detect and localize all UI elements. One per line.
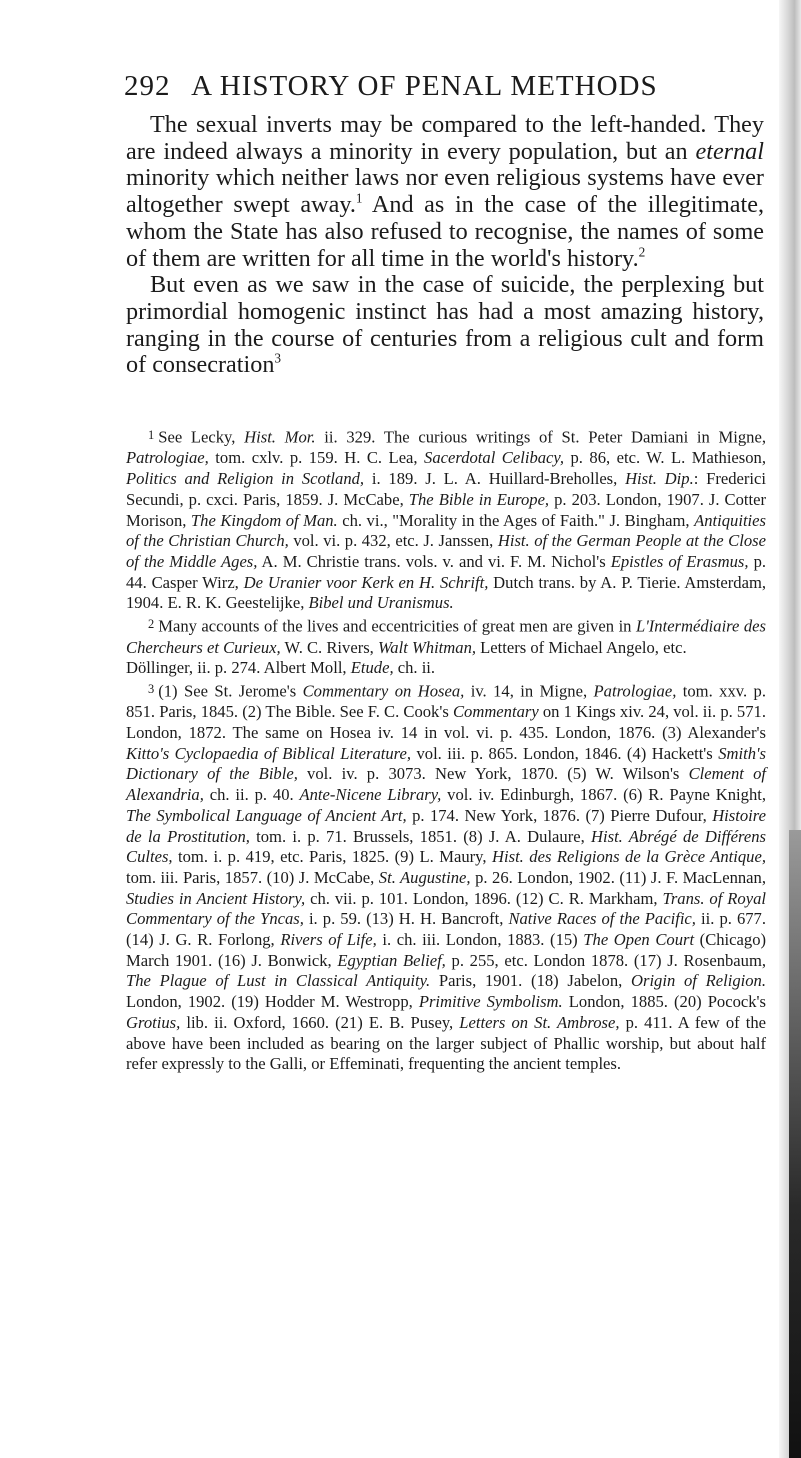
emphasis: eternal xyxy=(695,137,764,165)
text-run: i. 189. J. L. A. Huillard-Breholles, xyxy=(364,469,626,489)
text-run: vol. iv. Edinburgh, 1867. (6) R. Payne Knight, xyxy=(441,785,766,805)
text-run: But even as we saw in the case of suicide, the perplexing but primordial homogenic instinct has had a most amazing history, ranging in the course of centuries from a religious cult and form of consecration xyxy=(126,271,764,379)
text-run: Paris, 1901. (18) Jabelon, xyxy=(430,971,631,991)
text-run: ch. ii. p. 40. xyxy=(203,785,300,805)
text-run: vol. iv. p. 3073. New York, 1870. (5) W. Wilson's xyxy=(297,764,689,784)
text-run: ch. ii. xyxy=(393,658,436,678)
citation-title: The Symbolical Language of Ancient Art, xyxy=(126,805,407,825)
citation-title: Bibel und Uranismus. xyxy=(308,593,454,613)
text-run: W. C. Rivers, xyxy=(280,637,378,657)
citation-title: The Plague of Lust in Classical Antiquity. xyxy=(126,971,431,991)
paragraph-2 xyxy=(126,272,764,379)
text-run: Dutch trans. by A. P. Tierie. Amsterdam, 1904. E. R. K. Geestelijke, xyxy=(126,572,766,613)
paragraph-1 xyxy=(126,112,764,272)
citation-title: Rivers of Life, xyxy=(280,930,377,950)
citation-title: Epistles of Erasmus, xyxy=(610,551,749,571)
text-run: p. 411. A few of the above have been included as bearing on the larger subject of Phallic worship, but about half refer expressly to the Galli, or Effeminati, frequenting the ancient temples. xyxy=(126,1012,766,1074)
footnote-ref: 2 xyxy=(638,244,646,260)
text-run: Döllinger, ii. p. 274. Albert Moll, xyxy=(126,658,351,678)
text-run: A. M. Christie trans. vols. v. and vi. F. M. Nichol's xyxy=(257,551,611,571)
text-run: iv. 14, in Migne, xyxy=(464,681,594,701)
text-run: ch. vi., "Morality in the Ages of Faith." J. Bingham, xyxy=(337,510,695,530)
text-run: p. 86, etc. W. L. Mathieson, xyxy=(564,448,766,468)
text-run: p. 44. Casper Wirz, xyxy=(126,551,767,592)
text-run: Many accounts of the lives and eccentricities of great men are given in xyxy=(158,616,636,636)
citation-title: Letters on St. Ambrose, xyxy=(459,1012,620,1032)
text-run: tom. i. p. 419, etc. Paris, 1825. (9) L. Maury, xyxy=(172,847,493,867)
citation-title: Patrologiae, xyxy=(593,681,677,701)
citation-title: Smith's Dictionary of the Bible, xyxy=(126,743,766,784)
text-run: i. ch. iii. London, 1883. (15) xyxy=(376,930,584,950)
footnote-number: 2 xyxy=(148,617,155,632)
main-text xyxy=(126,112,764,379)
citation-title: Commentary xyxy=(452,702,539,722)
footnotes xyxy=(126,425,766,1075)
text-run: (1) See St. Jerome's xyxy=(158,681,303,701)
citation-title: The Kingdom of Man. xyxy=(190,510,338,530)
text-run: minority which neither laws nor even religious systems have ever altogether swept away. xyxy=(126,164,764,219)
text-run: tom. i. p. 71. Brussels, 1851. (8) J. A. Dulaure, xyxy=(249,826,592,846)
text-run: on 1 Kings xiv. 24, vol. ii. p. 571. London, 1872. The same on Hosea iv. 14 in vol. vi. p. 435. London, 1876. (3) Alexander's xyxy=(126,702,766,743)
text-run: Letters of Michael Angelo, etc. xyxy=(476,637,687,657)
text-run: vol. vi. p. 432, etc. J. Janssen, xyxy=(288,531,498,551)
page-edge-dark-shadow xyxy=(789,830,801,1458)
text-run: p. 255, etc. London 1878. (17) J. Rosenbaum, xyxy=(445,950,767,970)
page-number: 292 xyxy=(124,70,171,102)
citation-title: Studies in Ancient History, xyxy=(126,888,306,908)
footnote-2-continued xyxy=(126,658,766,679)
footnote-number: 3 xyxy=(148,681,155,696)
citation-title: Sacerdotal Celibacy, xyxy=(424,448,565,468)
citation-title: Hist. Mor. xyxy=(244,427,316,447)
footnote-3 xyxy=(126,679,766,1075)
text-run: p. 203. London, 1907. J. Cotter Morison, xyxy=(126,489,766,530)
citation-title: Clement of Alexandria, xyxy=(126,764,767,805)
text-run: London, 1902. (19) Hodder M. Westropp, xyxy=(126,992,419,1012)
footnote-2 xyxy=(126,614,766,658)
citation-title: Etude, xyxy=(350,658,394,678)
text-run: See Lecky, xyxy=(158,427,245,447)
running-title: A HISTORY OF PENAL METHODS xyxy=(191,70,658,102)
text-run: (Chicago) March 1901. (16) J. Bonwick, xyxy=(126,930,767,970)
citation-title: Primitive Symbolism. xyxy=(418,992,563,1012)
text-run: : Frederici Secundi, p. cxci. Paris, 1859. J. McCabe, xyxy=(126,469,767,509)
text-run: ii. p. 677. (14) J. G. R. Forlong, xyxy=(126,909,766,950)
citation-title: Trans. of Royal Commentary of the Yncas, xyxy=(126,888,767,929)
citation-title: St. Augustine, xyxy=(378,867,471,887)
text-run: ii. 329. The curious writings of St. Peter Damiani in Migne, xyxy=(315,427,766,447)
text-run: p. 26. London, 1902. (11) J. F. MacLennan, xyxy=(470,867,766,887)
text-run: tom. iii. Paris, 1857. (10) J. McCabe, xyxy=(126,867,379,887)
citation-title: Antiquities of the Christian Church, xyxy=(126,510,766,551)
text-run: p. 174. New York, 1876. (7) Pierre Dufour, xyxy=(406,805,713,825)
text-run: And as in the case of the illegitimate, whom the State has also refused to recognise, the names of some of them are written for all time in the world's history. xyxy=(126,191,765,272)
text-run: The sexual inverts may be compared to the left-handed. They are indeed always a minority in every population, but an xyxy=(126,111,764,165)
text-run: tom. xxv. p. 851. Paris, 1845. (2) The Bible. See F. C. Cook's xyxy=(126,681,766,722)
footnote-1 xyxy=(126,425,766,614)
citation-title: Native Races of the Pacific, xyxy=(508,909,696,929)
citation-title: Grotius, xyxy=(126,1012,181,1032)
citation-title: The Open Court xyxy=(583,930,695,950)
citation-title: Egyptian Belief, xyxy=(337,950,446,970)
text-run: lib. ii. Oxford, 1660. (21) E. B. Pusey, xyxy=(180,1012,460,1032)
citation-title: L'Intermédiaire des Chercheurs et Curieux, xyxy=(126,616,767,657)
citation-title: Commentary on Hosea, xyxy=(302,681,465,701)
citation-title: Hist. Dip. xyxy=(625,469,694,489)
citation-title: Hist. of the German People at the Close of the Middle Ages, xyxy=(126,531,766,571)
citation-title: Hist. Abrégé de Différens Cultes, xyxy=(126,826,766,867)
citation-title: Kitto's Cyclopaedia of Biblical Literature, xyxy=(126,743,412,763)
citation-title: Origin of Religion. xyxy=(631,971,766,991)
text-run: tom. cxlv. p. 159. H. C. Lea, xyxy=(208,448,425,468)
citation-title: Politics and Religion in Scotland, xyxy=(126,469,365,489)
text-run: London, 1885. (20) Pocock's xyxy=(562,992,766,1012)
citation-title: Histoire de la Prostitution, xyxy=(126,805,766,846)
citation-title: Hist. des Religions de la Grèce Antique, xyxy=(492,847,766,867)
citation-title: Walt Whitman, xyxy=(377,637,477,657)
text-run: ch. vii. p. 101. London, 1896. (12) C. R. Markham, xyxy=(305,888,663,908)
citation-title: The Bible in Europe, xyxy=(408,489,550,509)
running-header xyxy=(124,70,764,103)
text-run: i. p. 59. (13) H. H. Bancroft, xyxy=(303,909,509,929)
footnote-number: 1 xyxy=(148,428,155,442)
text-run: vol. iii. p. 865. London, 1846. (4) Hackett's xyxy=(411,743,719,763)
citation-title: De Uranier voor Kerk en H. Schrift, xyxy=(243,572,489,592)
citation-title: Ante-Nicene Library, xyxy=(299,785,442,805)
footnote-ref: 1 xyxy=(355,190,363,206)
footnote-ref: 3 xyxy=(274,351,282,367)
citation-title: Patrologiae, xyxy=(126,448,209,468)
